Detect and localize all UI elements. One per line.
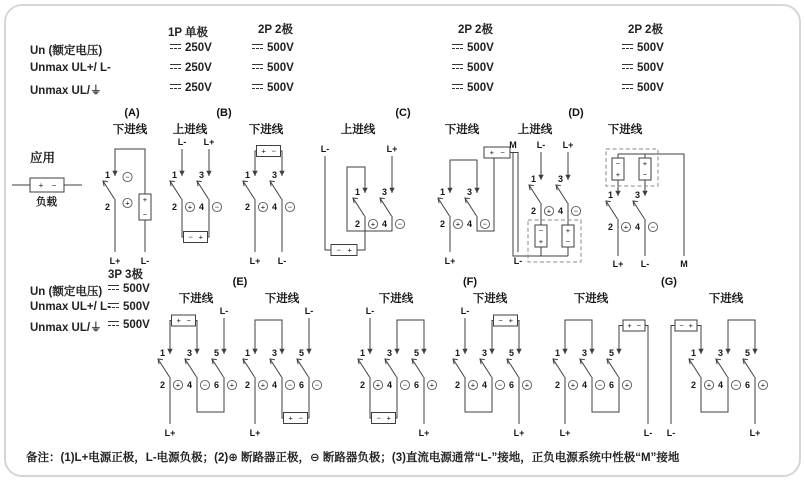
voltage-row-label: Unmax UL/⏚ xyxy=(30,85,102,97)
pole-number: 2 xyxy=(454,380,460,390)
terminal-label: L+ xyxy=(562,140,574,150)
pole-number: 5 xyxy=(413,348,419,358)
wire xyxy=(507,359,519,377)
wire xyxy=(412,359,424,377)
circuit-diagram-b1 xyxy=(160,136,232,268)
pole-number: 5 xyxy=(744,348,750,358)
voltage-text: 500V xyxy=(467,42,494,54)
battery-sign: + xyxy=(288,413,293,423)
pole-number: 4 xyxy=(581,380,587,390)
pole-number: 4 xyxy=(271,202,277,212)
polarity-sign: + xyxy=(260,202,266,212)
wire xyxy=(385,359,397,377)
voltage-text: 500V xyxy=(637,82,664,94)
wire xyxy=(553,359,565,377)
polarity-sign: − xyxy=(497,380,503,390)
figure-label-b: (B) xyxy=(216,107,232,119)
pole-number: 4 xyxy=(271,380,277,390)
voltage-text: 250V xyxy=(185,82,212,94)
terminal-label: L+ xyxy=(164,428,176,438)
pole-number: 1 xyxy=(454,348,460,358)
battery-sign: + xyxy=(386,413,391,423)
battery-sign: + xyxy=(508,316,513,326)
pole-number: 2 xyxy=(354,219,360,229)
circuit-diagram-c1 xyxy=(316,136,430,268)
voltage-text: 500V xyxy=(637,42,664,54)
wire xyxy=(645,326,648,425)
wire xyxy=(282,377,284,418)
voltage-text: 500V xyxy=(267,42,294,54)
voltage-text: 250V xyxy=(185,62,212,74)
voltage-text: 500V xyxy=(267,62,294,74)
pole-number: 6 xyxy=(213,380,219,390)
figure-label-g: (G) xyxy=(661,276,677,288)
dc-icon xyxy=(622,44,633,52)
wire xyxy=(716,359,728,377)
pole-number: 4 xyxy=(634,222,640,232)
voltage-row-label: Unmax UL+/ L- xyxy=(30,62,111,74)
battery-sign: + xyxy=(627,321,632,331)
battery-sign: + xyxy=(261,146,266,156)
voltage-text: 500V xyxy=(123,301,150,313)
load-label: 负载 xyxy=(36,196,57,208)
wire xyxy=(438,198,450,216)
terminal-label: L+ xyxy=(386,144,398,154)
pole-number: 1 xyxy=(439,187,445,197)
voltage-text: 500V xyxy=(467,62,494,74)
terminal-label: L- xyxy=(219,306,229,316)
voltage-value xyxy=(622,62,664,74)
pole-config-header: 2P 2极 xyxy=(628,24,663,36)
polarity-sign: − xyxy=(287,202,293,212)
wire xyxy=(397,320,424,354)
voltage-value xyxy=(252,62,294,74)
feed-header-b1: 上进线 xyxy=(172,124,208,136)
pole-number: 1 xyxy=(104,170,110,180)
wire xyxy=(580,359,592,377)
voltage-row-label: Un (额定电压) xyxy=(30,286,103,298)
wire xyxy=(308,377,310,418)
wire xyxy=(115,149,145,194)
voltage-value xyxy=(252,82,294,94)
pole-config-header: 2P 2极 xyxy=(458,24,493,36)
battery-box xyxy=(675,320,697,331)
pole-number: 2 xyxy=(359,380,365,390)
pole-number: 1 xyxy=(359,348,365,358)
battery-box xyxy=(623,320,645,331)
battery-box xyxy=(284,413,308,424)
pole-number: 4 xyxy=(381,219,387,229)
feed-header-c2: 下进线 xyxy=(444,124,480,136)
voltage-row-label: Un (额定电压) xyxy=(30,45,103,57)
battery-sign: − xyxy=(376,413,381,423)
wire xyxy=(689,359,701,377)
circuit-diagram-g1 xyxy=(553,306,673,440)
pole-number: 1 xyxy=(171,170,177,180)
battery-box xyxy=(184,232,208,243)
feed-header-c1: 上进线 xyxy=(340,124,376,136)
polarity-sign: + xyxy=(187,202,193,212)
battery-sign: − xyxy=(142,210,148,219)
dc-icon xyxy=(452,84,463,92)
terminal-label: L- xyxy=(513,256,523,266)
pole-number: 1 xyxy=(530,174,536,184)
voltage-text: 500V xyxy=(637,62,664,74)
polarity-sign: + xyxy=(229,380,235,390)
pole-number: 3 xyxy=(186,348,192,358)
wire xyxy=(728,320,755,354)
pole-config-header: 3P 3极 xyxy=(108,269,143,281)
load-symbol xyxy=(10,170,85,200)
battery-sign: − xyxy=(642,170,648,179)
pole-number: 2 xyxy=(439,219,445,229)
circuit-diagram-e2 xyxy=(243,306,363,440)
pole-number: 2 xyxy=(244,202,250,212)
polarity-sign: + xyxy=(455,219,461,229)
figure-label-d: (D) xyxy=(568,107,584,119)
battery-sign: + xyxy=(198,232,203,242)
pole-number: 1 xyxy=(607,190,613,200)
battery-sign: − xyxy=(615,159,621,168)
wire xyxy=(243,181,255,199)
battery-sign: − xyxy=(188,232,193,242)
pole-number: 3 xyxy=(271,170,277,180)
pole-number: 2 xyxy=(171,202,177,212)
pole-number: 4 xyxy=(717,380,723,390)
terminal-label: L+ xyxy=(249,256,261,266)
pole-number: 4 xyxy=(386,380,392,390)
terminal-label: L+ xyxy=(249,428,261,438)
polarity-sign: + xyxy=(260,380,266,390)
pole-number: 6 xyxy=(744,380,750,390)
battery-sign: + xyxy=(142,195,148,204)
battery-sign: − xyxy=(298,413,303,423)
wire xyxy=(370,377,372,418)
figure-label-a: (A) xyxy=(124,107,140,119)
battery-sign: − xyxy=(679,321,684,331)
dc-icon xyxy=(622,64,633,72)
pole-number: 3 xyxy=(557,174,563,184)
wire xyxy=(270,181,282,199)
terminal-label: M xyxy=(509,140,517,150)
wire xyxy=(480,359,492,377)
voltage-value xyxy=(452,62,494,74)
battery-sign: + xyxy=(176,316,181,326)
terminal-label: L- xyxy=(140,256,150,266)
wire xyxy=(556,185,568,203)
terminal-label: L+ xyxy=(444,256,456,266)
wire xyxy=(297,359,309,377)
wire xyxy=(270,359,282,377)
battery-sign: − xyxy=(186,316,191,326)
polarity-sign: + xyxy=(524,380,530,390)
pole-number: 2 xyxy=(607,222,613,232)
wire xyxy=(158,359,170,377)
feed-header-d1: 上进线 xyxy=(517,124,553,136)
pole-number: 6 xyxy=(413,380,419,390)
wire xyxy=(380,198,392,216)
pole-number: 6 xyxy=(608,380,614,390)
polarity-sign: + xyxy=(706,380,712,390)
voltage-value xyxy=(622,82,664,94)
pole-number: 2 xyxy=(690,380,696,390)
wire xyxy=(325,156,331,250)
wire xyxy=(358,359,370,377)
terminal-label: L+ xyxy=(513,428,525,438)
feed-header-e2: 下进线 xyxy=(264,293,300,305)
terminal-label: L- xyxy=(365,306,375,316)
pole-number: 3 xyxy=(381,187,387,197)
dc-icon xyxy=(452,64,463,72)
pole-number: 2 xyxy=(554,380,560,390)
battery-sign: − xyxy=(498,316,503,326)
battery-sign: + xyxy=(642,159,648,168)
wire xyxy=(607,359,619,377)
polarity-sign: + xyxy=(623,222,629,232)
load-sign: − xyxy=(51,181,57,190)
polarity-sign: − xyxy=(482,219,488,229)
voltage-value xyxy=(108,283,150,295)
wire xyxy=(103,181,115,199)
pole-number: 3 xyxy=(634,190,640,200)
voltage-value xyxy=(170,62,212,74)
wire xyxy=(743,359,755,377)
voltage-text: 500V xyxy=(267,82,294,94)
polarity-sign: + xyxy=(375,380,381,390)
pole-number: 3 xyxy=(466,187,472,197)
polarity-sign: − xyxy=(733,380,739,390)
voltage-value xyxy=(622,42,664,54)
feed-header-d2: 下进线 xyxy=(607,124,643,136)
feed-header-f1: 下进线 xyxy=(378,293,414,305)
terminal-label: L- xyxy=(640,259,650,269)
voltage-row-label: Unmax UL+/ L- xyxy=(30,301,111,313)
dc-icon xyxy=(108,303,119,311)
terminal-label: L+ xyxy=(418,428,430,438)
polarity-sign: + xyxy=(470,380,476,390)
terminal-label: L- xyxy=(177,137,187,147)
dc-icon xyxy=(170,44,181,52)
voltage-text: 500V xyxy=(123,283,150,295)
battery-sign: − xyxy=(538,226,544,235)
dc-icon xyxy=(252,44,263,52)
battery-sign: − xyxy=(271,146,276,156)
dc-icon xyxy=(108,285,119,293)
pole-number: 5 xyxy=(608,348,614,358)
polarity-sign: + xyxy=(429,380,435,390)
pole-number: 1 xyxy=(690,348,696,358)
wire xyxy=(255,320,282,354)
pole-number: 3 xyxy=(271,348,277,358)
battery-box xyxy=(494,315,518,326)
voltage-value xyxy=(170,42,212,54)
dc-icon xyxy=(170,64,181,72)
terminal-label: L- xyxy=(277,256,287,266)
voltage-value xyxy=(252,42,294,54)
terminal-label: L+ xyxy=(612,259,624,269)
battery-sign: + xyxy=(688,321,694,331)
polarity-sign: − xyxy=(402,380,408,390)
polarity-sign: − xyxy=(202,380,208,390)
battery-sign: + xyxy=(347,245,352,255)
pole-number: 4 xyxy=(557,206,563,216)
battery-sign: + xyxy=(489,148,494,158)
polarity-sign: + xyxy=(125,198,130,208)
wire xyxy=(396,377,398,418)
voltage-value xyxy=(170,82,212,94)
wire xyxy=(633,201,645,219)
pole-number: 3 xyxy=(386,348,392,358)
pole-number: 4 xyxy=(481,380,487,390)
battery-sign: − xyxy=(500,148,505,158)
pole-number: 1 xyxy=(244,348,250,358)
wire xyxy=(243,359,255,377)
feed-header-e1: 下进线 xyxy=(178,293,214,305)
pole-number: 6 xyxy=(508,380,514,390)
circuit-diagram-b2 xyxy=(233,136,308,268)
feed-header-b2: 下进线 xyxy=(248,124,284,136)
terminal-label: L+ xyxy=(559,428,571,438)
circuit-diagram-d1 xyxy=(500,136,598,268)
wire xyxy=(450,160,477,193)
terminal-label: L- xyxy=(320,144,330,154)
pole-number: 2 xyxy=(159,380,165,390)
polarity-sign: + xyxy=(570,380,576,390)
wire xyxy=(185,359,197,377)
dc-icon xyxy=(622,84,633,92)
pole-config-header: 2P 2极 xyxy=(258,24,293,36)
voltage-row-label: Unmax UL/⏚ xyxy=(30,322,102,334)
pole-number: 1 xyxy=(554,348,560,358)
wire xyxy=(212,359,224,377)
circuit-diagram-d2 xyxy=(598,136,700,270)
battery-box xyxy=(172,315,196,326)
pole-number: 3 xyxy=(581,348,587,358)
battery-box xyxy=(372,413,396,424)
polarity-sign: − xyxy=(397,219,403,229)
battery-sign: − xyxy=(636,321,642,331)
pole-number: 5 xyxy=(298,348,304,358)
battery-box xyxy=(257,146,281,157)
pole-number: 5 xyxy=(508,348,514,358)
voltage-value xyxy=(452,82,494,94)
wire xyxy=(671,326,675,425)
wire xyxy=(465,198,477,216)
voltage-value xyxy=(452,42,494,54)
dc-icon xyxy=(252,64,263,72)
dc-icon xyxy=(170,84,181,92)
note-text: 备注：(1)L+电源正极，L-电源负极；(2)⊕ 断路器正极，⊖ 断路器负极；(3)直流电源通常“L-”接地，正负电源系统中性极“M”接地 xyxy=(26,452,680,464)
wire xyxy=(197,181,209,199)
pole-number: 2 xyxy=(530,206,536,216)
terminal-label: L- xyxy=(304,306,314,316)
pole-number: 1 xyxy=(244,170,250,180)
terminal-label: L+ xyxy=(749,428,761,438)
polarity-sign: − xyxy=(314,380,320,390)
voltage-text: 500V xyxy=(123,319,150,331)
terminal-label: L- xyxy=(666,428,676,438)
terminal-label: L- xyxy=(643,428,653,438)
pole-number: 1 xyxy=(159,348,165,358)
voltage-text: 250V xyxy=(185,42,212,54)
wire xyxy=(606,201,618,219)
pole-number: 5 xyxy=(213,348,219,358)
dc-icon xyxy=(108,321,119,329)
wire xyxy=(453,359,465,377)
circuit-diagram-g2 xyxy=(663,306,783,440)
load-box xyxy=(30,178,64,192)
voltage-value xyxy=(108,319,150,331)
load-sign: + xyxy=(38,181,44,190)
polarity-sign: + xyxy=(175,380,181,390)
battery-box xyxy=(331,245,357,256)
wire xyxy=(170,181,182,199)
pole-number: 4 xyxy=(198,202,204,212)
voltage-value xyxy=(108,301,150,313)
battery-sign: − xyxy=(336,245,341,255)
wire xyxy=(529,185,541,203)
feed-header-a: 下进线 xyxy=(112,124,148,136)
polarity-sign: − xyxy=(287,380,293,390)
feed-header-g1: 下进线 xyxy=(573,293,609,305)
circuit-diagram-a xyxy=(95,136,170,268)
pole-number: 3 xyxy=(717,348,723,358)
polarity-sign: − xyxy=(573,206,579,216)
polarity-sign: − xyxy=(650,222,656,232)
pole-number: 3 xyxy=(481,348,487,358)
polarity-sign: − xyxy=(214,202,220,212)
polarity-sign: − xyxy=(597,380,603,390)
terminal-label: L- xyxy=(536,140,546,150)
battery-sign: + xyxy=(538,237,544,246)
terminal-label: M xyxy=(680,259,688,269)
pole-number: 4 xyxy=(466,219,472,229)
pole-number: 2 xyxy=(244,380,250,390)
voltage-text: 500V xyxy=(467,82,494,94)
polarity-sign: + xyxy=(546,206,552,216)
feed-header-g2: 下进线 xyxy=(708,293,744,305)
polarity-sign: − xyxy=(125,172,130,182)
terminal-label: L+ xyxy=(203,137,215,147)
terminal-label: L+ xyxy=(109,256,121,266)
battery-sign: + xyxy=(565,226,571,235)
figure-label-c: (C) xyxy=(395,107,411,119)
polarity-sign: + xyxy=(760,380,766,390)
pole-number: 3 xyxy=(198,170,204,180)
pole-number: 2 xyxy=(104,202,110,212)
application-title: 应用 xyxy=(30,151,56,165)
figure-label-e: (E) xyxy=(232,276,248,288)
terminal-label: L- xyxy=(460,306,470,316)
feed-header-f2: 下进线 xyxy=(472,293,508,305)
pole-number: 6 xyxy=(298,380,304,390)
pole-number: 1 xyxy=(354,187,360,197)
dc-icon xyxy=(452,44,463,52)
polarity-sign: + xyxy=(624,380,630,390)
dc-icon xyxy=(252,84,263,92)
battery-sign: + xyxy=(615,170,621,179)
battery-sign: − xyxy=(565,237,571,246)
pole-number: 4 xyxy=(186,380,192,390)
pole-config-header: 1P 单极 xyxy=(168,27,209,39)
figure-label-f: (F) xyxy=(462,276,478,288)
polarity-sign: + xyxy=(370,219,376,229)
wire xyxy=(353,198,365,216)
wire xyxy=(565,320,592,354)
